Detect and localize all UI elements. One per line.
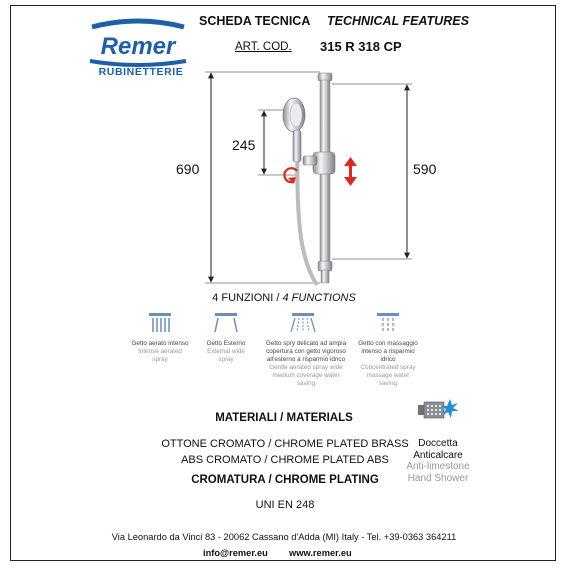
- standard-line: UNI EN 248: [255, 499, 315, 511]
- spray-desc-en: spray: [152, 356, 168, 363]
- spray-desc-massage: [348, 340, 428, 388]
- spray-desc-en: Intense aerated: [138, 348, 182, 355]
- total-height-label: 690: [176, 161, 200, 177]
- slide-bar: [318, 73, 332, 283]
- svg-text:Remer: Remer: [100, 33, 176, 60]
- slide-range-label: 590: [413, 161, 437, 177]
- material-line-1: OTTONE CROMATO / CHROME PLATED BRASS: [161, 438, 409, 450]
- functions-label-english: 4 FUNCTIONS: [282, 292, 356, 304]
- functions-heading: [0, 292, 568, 304]
- medium-coverage-spray-icon: [289, 312, 317, 334]
- spray-desc-en: massage water: [366, 372, 410, 379]
- title-english: TECHNICAL FEATURES: [327, 14, 469, 28]
- email-link[interactable]: info@remer.eu: [203, 548, 268, 558]
- anticalc-it: Anticalcare: [413, 449, 463, 461]
- anti-limestone-label: [403, 438, 473, 484]
- spray-desc-external: [186, 340, 266, 364]
- anti-limestone-shower-icon: [415, 396, 463, 426]
- spray-desc-it: copertura con getto vigoroso: [266, 348, 346, 355]
- functions-label-italian: 4 FUNZIONI: [212, 292, 274, 304]
- spray-desc-medium: [258, 340, 354, 388]
- spray-desc-en: External wide: [207, 348, 245, 355]
- spray-desc-it: Getto Esterno: [206, 340, 246, 347]
- title-italian: SCHEDA TECNICA: [199, 14, 311, 28]
- company-address: Via Leonardo da Vinci 83 - 20062 Cassano d'Adda (MI) Italy - Tel. +39-0363 364211: [111, 532, 457, 542]
- spray-desc-en: saving: [378, 380, 398, 387]
- spray-desc-en: saving: [296, 380, 316, 387]
- article-code-value: 315 R 318 CP: [320, 39, 402, 54]
- spray-desc-it: Getto spry delicato ad ampia: [265, 340, 347, 347]
- spray-desc-en: spray: [218, 356, 234, 363]
- rotate-arrow-icon: [284, 168, 297, 184]
- spray-desc-it: Getto con massaggio: [358, 340, 418, 347]
- height-adjust-arrow-icon: [344, 157, 357, 186]
- website-link[interactable]: www.remer.eu: [289, 548, 352, 558]
- article-code-label: ART. COD.: [235, 41, 292, 53]
- anticalc-it: Doccetta: [418, 438, 458, 449]
- spray-desc-it: all'esterno a risparmio idrico: [266, 356, 346, 363]
- functions-separator: /: [276, 292, 280, 304]
- spray-desc-it: Getto aerato intenso: [131, 340, 189, 347]
- external-wide-spray-icon: [212, 312, 240, 334]
- spray-desc-en: medium coverage water: [272, 372, 340, 379]
- spray-desc-en: Concentrated spray: [360, 364, 416, 371]
- intense-aerated-spray-icon: [146, 312, 174, 334]
- anticalc-en: Hand Shower: [407, 472, 469, 484]
- hand-shower-offset-label: 245: [232, 137, 256, 153]
- slide-range-dimension: [332, 84, 412, 259]
- hand-shower: [283, 98, 305, 162]
- spray-desc-en: Gentle aerated spray wide: [269, 364, 343, 371]
- sliding-holder: [303, 152, 335, 174]
- spray-desc-it: idrico: [380, 356, 396, 363]
- brand-subtitle: RUBINETTERIE: [98, 66, 184, 78]
- spray-desc-it: intenso a risparmio: [361, 348, 415, 355]
- materials-title: MATERIALI / MATERIALS: [215, 412, 353, 424]
- material-line-2: ABS CROMATO / CHROME PLATED ABS: [181, 454, 389, 466]
- finish-line: CROMATURA / CHROME PLATING: [191, 474, 379, 486]
- massage-spray-icon: [374, 312, 402, 334]
- anticalc-en: Anti-limestone: [406, 461, 470, 472]
